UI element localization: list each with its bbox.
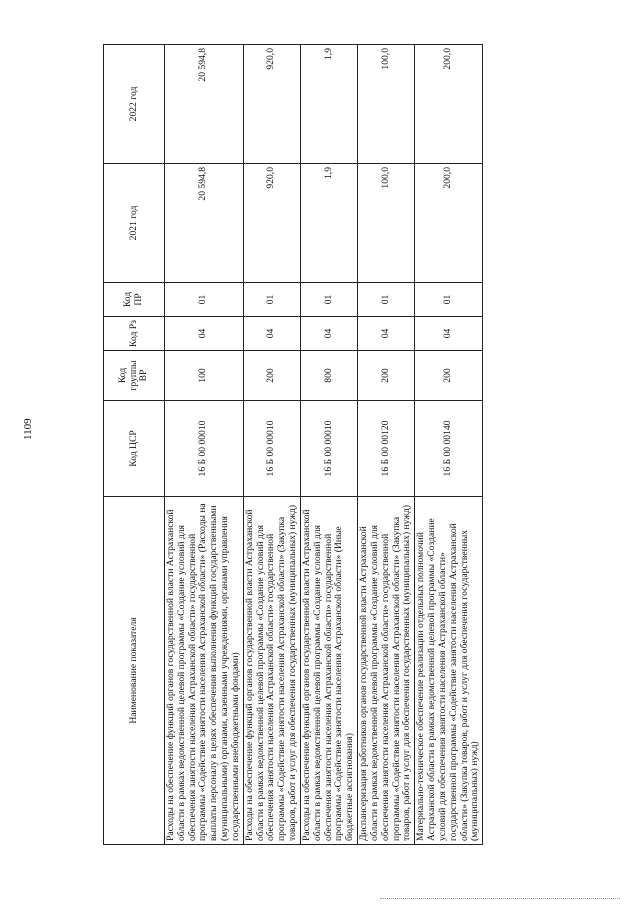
budget-table xyxy=(103,44,483,845)
cell-rz: 04 xyxy=(415,317,483,351)
cell-pr: 01 xyxy=(300,283,357,317)
cell-vr: 100 xyxy=(165,351,244,401)
cell-vr: 200 xyxy=(358,351,415,401)
header-rz: Код Рз xyxy=(104,317,165,351)
table-row xyxy=(243,45,300,845)
cell-2022: 920,0 xyxy=(243,45,300,164)
cell-vr: 800 xyxy=(300,351,357,401)
cell-pr: 01 xyxy=(358,283,415,317)
cell-rz: 04 xyxy=(243,317,300,351)
header-pr: Код ПР xyxy=(104,283,165,317)
cell-vr: 200 xyxy=(243,351,300,401)
header-2022: 2022 год xyxy=(104,45,165,164)
table-row xyxy=(300,45,357,845)
table-row xyxy=(415,45,483,845)
table-row xyxy=(165,45,244,845)
cell-vr: 200 xyxy=(415,351,483,401)
cell-2021: 920,0 xyxy=(243,164,300,283)
cell-pr: 01 xyxy=(415,283,483,317)
header-csr: Код ЦСР xyxy=(104,401,165,497)
header-row xyxy=(104,45,165,845)
cell-name: Диспансеризация работников органов государственной власти Астраханской области в рамках ведомственной целевой программы «Создание условий для обеспечения занятости населения Астраханской области» государственной программы «Содействие занятости населения Астраханской области» (Закупка товаров, работ и услуг для обеспечения государственных (муниципальных) нужд) xyxy=(358,497,415,845)
cell-pr: 01 xyxy=(165,283,244,317)
cell-pr: 01 xyxy=(243,283,300,317)
cell-rz: 04 xyxy=(358,317,415,351)
cell-2021: 200,0 xyxy=(415,164,483,283)
cell-csr: 16 Б 00 00010 xyxy=(165,401,244,497)
cell-2022: 200,0 xyxy=(415,45,483,164)
cell-csr: 16 Б 00 00010 xyxy=(300,401,357,497)
scan-edge-line xyxy=(380,898,620,899)
rotated-page xyxy=(103,45,603,845)
cell-name: Расходы на обеспечение функций органов государственной власти Астраханской области в рамках ведомственной целевой программы «Создание условий для обеспечения занятости населения Астраханской области» государственной программы «Содействие занятости населения Астраханской области» (Закупка товаров, работ и услуг для обеспечения государственных (муниципальных) нужд) xyxy=(243,497,300,845)
cell-2022: 100,0 xyxy=(358,45,415,164)
header-vr: Код группы ВР xyxy=(104,351,165,401)
cell-csr: 16 Б 00 00010 xyxy=(243,401,300,497)
cell-name: Расходы на обеспечение функций органов государственной власти Астраханской области в рамках ведомственной целевой программы «Создание условий для обеспечения занятости населения Астраханской области» государственной программы «Содействие занятости населения Астраханской области» (Иные бюджетные ассигнования) xyxy=(300,497,357,845)
cell-name: Расходы на обеспечение функций органов государственной власти Астраханской области в рамках ведомственной целевой программы «Создание условий для обеспечения занятости населения Астраханской области» государственной программы «Содействие занятости населения Астраханской области» (Расходы на выплаты персоналу в целях обеспечения выполнения функций государственными (муниципальными) органами, казенными учреждениями, органами управления государственными внебюджетными фондами) xyxy=(165,497,244,845)
header-2021: 2021 год xyxy=(104,164,165,283)
cell-csr: 16 Б 00 00120 xyxy=(358,401,415,497)
cell-2021: 100,0 xyxy=(358,164,415,283)
cell-2022: 20 594,8 xyxy=(165,45,244,164)
table-row xyxy=(358,45,415,845)
page-number: 1109 xyxy=(22,418,34,440)
cell-rz: 04 xyxy=(300,317,357,351)
cell-rz: 04 xyxy=(165,317,244,351)
cell-2022: 1,9 xyxy=(300,45,357,164)
cell-name: Материально-техническое обеспечение реализации отдельных полномочий Астраханской области в рамках ведомственной целевой программы «Создание условий для обеспечения занятости населения Астраханской области» государственной программы «Содействие занятости населения Астраханской области» (Закупка товаров, работ и услуг для обеспечения государственных (муниципальных) нужд) xyxy=(415,497,483,845)
cell-2021: 1,9 xyxy=(300,164,357,283)
cell-csr: 16 Б 00 00140 xyxy=(415,401,483,497)
header-name: Наименование показателя xyxy=(104,497,165,845)
cell-2021: 20 594,8 xyxy=(165,164,244,283)
